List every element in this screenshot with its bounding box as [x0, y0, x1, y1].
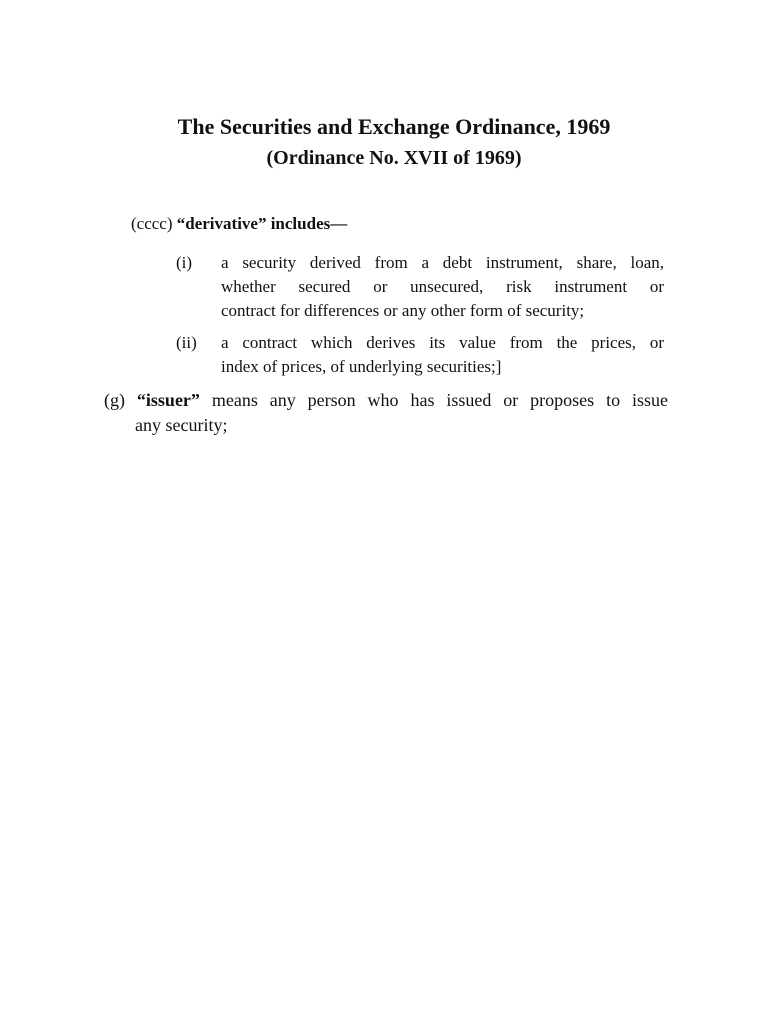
item-i-text: [221, 251, 664, 323]
item-ii-text: [221, 331, 664, 379]
clause-cccc-term: “derivative” includes—: [176, 214, 348, 233]
clause-g-text-1: means any person who has issued or proposes to issue: [211, 390, 669, 410]
item-i-line-2: whether secured or unsecured, risk instrument or: [221, 277, 664, 296]
clause-g-term: “issuer”: [136, 390, 200, 410]
item-ii-line-2: index of prices, of underlying securities;]: [221, 357, 502, 376]
clause-cccc-heading: [131, 212, 347, 236]
clause-g-marker: (g): [104, 390, 125, 410]
item-ii-number: (ii): [176, 333, 197, 352]
page-title: The Securities and Exchange Ordinance, 1969: [177, 114, 611, 139]
clause-g-line-1: [104, 388, 668, 412]
item-ii-line-1: a contract which derives its value from the prices, or: [221, 333, 664, 352]
item-i-line-3: contract for differences or any other form of security;: [221, 301, 585, 320]
item-i-number: (i): [176, 253, 193, 272]
clause-cccc-marker: (cccc): [131, 214, 173, 233]
clause-g-line-2: any security;: [135, 415, 228, 435]
item-i-line-1: a security derived from a debt instrument, share, loan,: [221, 253, 664, 272]
page-subtitle: (Ordinance No. XVII of 1969): [266, 147, 522, 169]
